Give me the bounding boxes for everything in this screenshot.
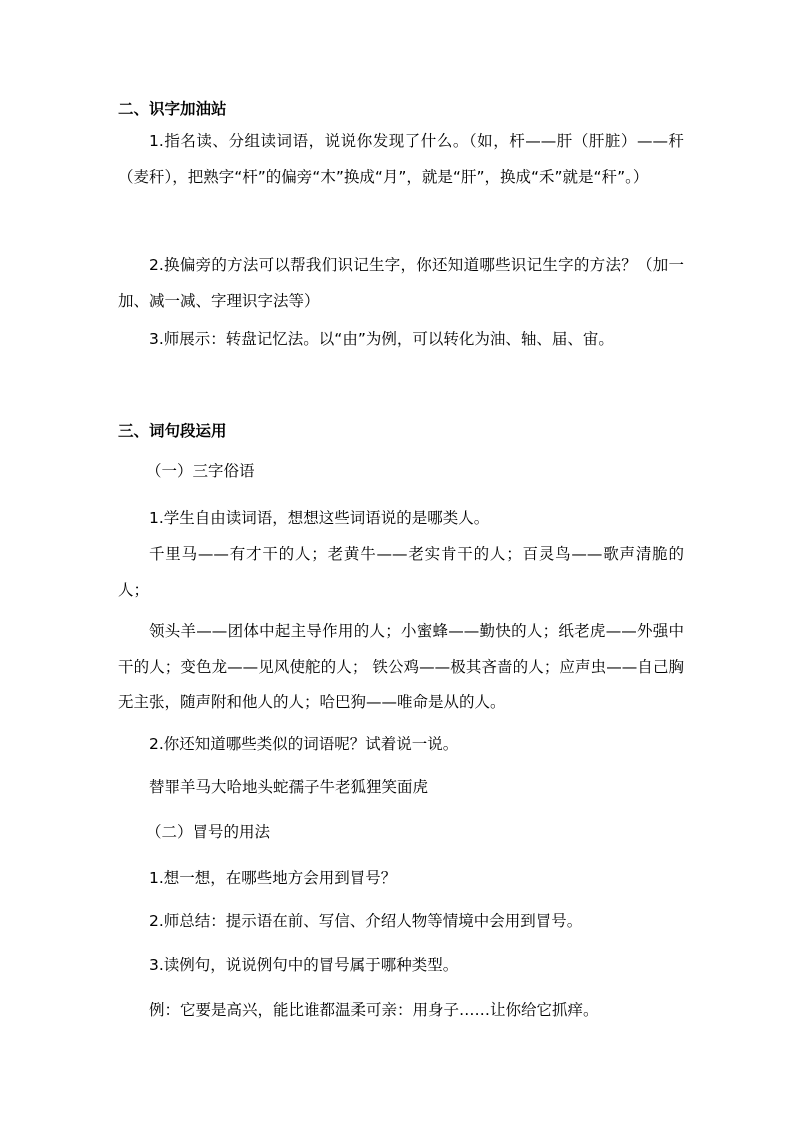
paragraph: 2.师总结：提示语在前、写信、介绍人物等情境中会用到冒号。 <box>149 912 583 930</box>
paragraph: 领头羊——团体中起主导作用的人；小蜜蜂——勤快的人；纸老虎——外强中干的人；变色龙——见风使舵的人； 铁公鸡——极其吝啬的人；应声虫——自己胸无主张，随声附和他人的人；哈巴狗——唯命是从的人。 <box>118 622 684 711</box>
paragraph: 例：它要是高兴，能比谁都温柔可亲：用身子……让你给它抓痒。 <box>149 1001 599 1019</box>
paragraph: 2.换偏旁的方法可以帮我们识记生字，你还知道哪些识记生字的方法？（加一加、减一减、字理识字法等） <box>118 256 684 310</box>
subheading: （一）三字俗语 <box>146 462 255 480</box>
paragraph: 3.读例句，说说例句中的冒号属于哪种类型。 <box>149 956 459 974</box>
paragraph: 替罪羊马大哈地头蛇孺子牛老狐狸笑面虎 <box>149 778 429 796</box>
paragraph: 1.指名读、分组读词语，说说你发现了什么。（如，杆——肝（肝脏）——秆（麦秆），把熟字“杆”的偏旁“木”换成“月”，就是“肝”，换成“禾”就是“秆”。） <box>118 132 684 186</box>
subheading: （二）冒号的用法 <box>146 823 271 841</box>
paragraph: 千里马——有才干的人；老黄牛——老实肯干的人；百灵鸟——歌声清脆的人； <box>118 545 684 599</box>
paragraph: 1.学生自由读词语，想想这些词语说的是哪类人。 <box>149 509 490 527</box>
section-heading: 三、词句段运用 <box>118 422 227 440</box>
paragraph: 2.你还知道哪些类似的词语呢？试着说一说。 <box>149 735 459 753</box>
paragraph: 1.想一想，在哪些地方会用到冒号？ <box>149 869 397 887</box>
paragraph: 3.师展示：转盘记忆法。以“由”为例，可以转化为油、轴、届、宙。 <box>149 330 614 348</box>
section-heading: 二、识字加油站 <box>118 100 227 118</box>
